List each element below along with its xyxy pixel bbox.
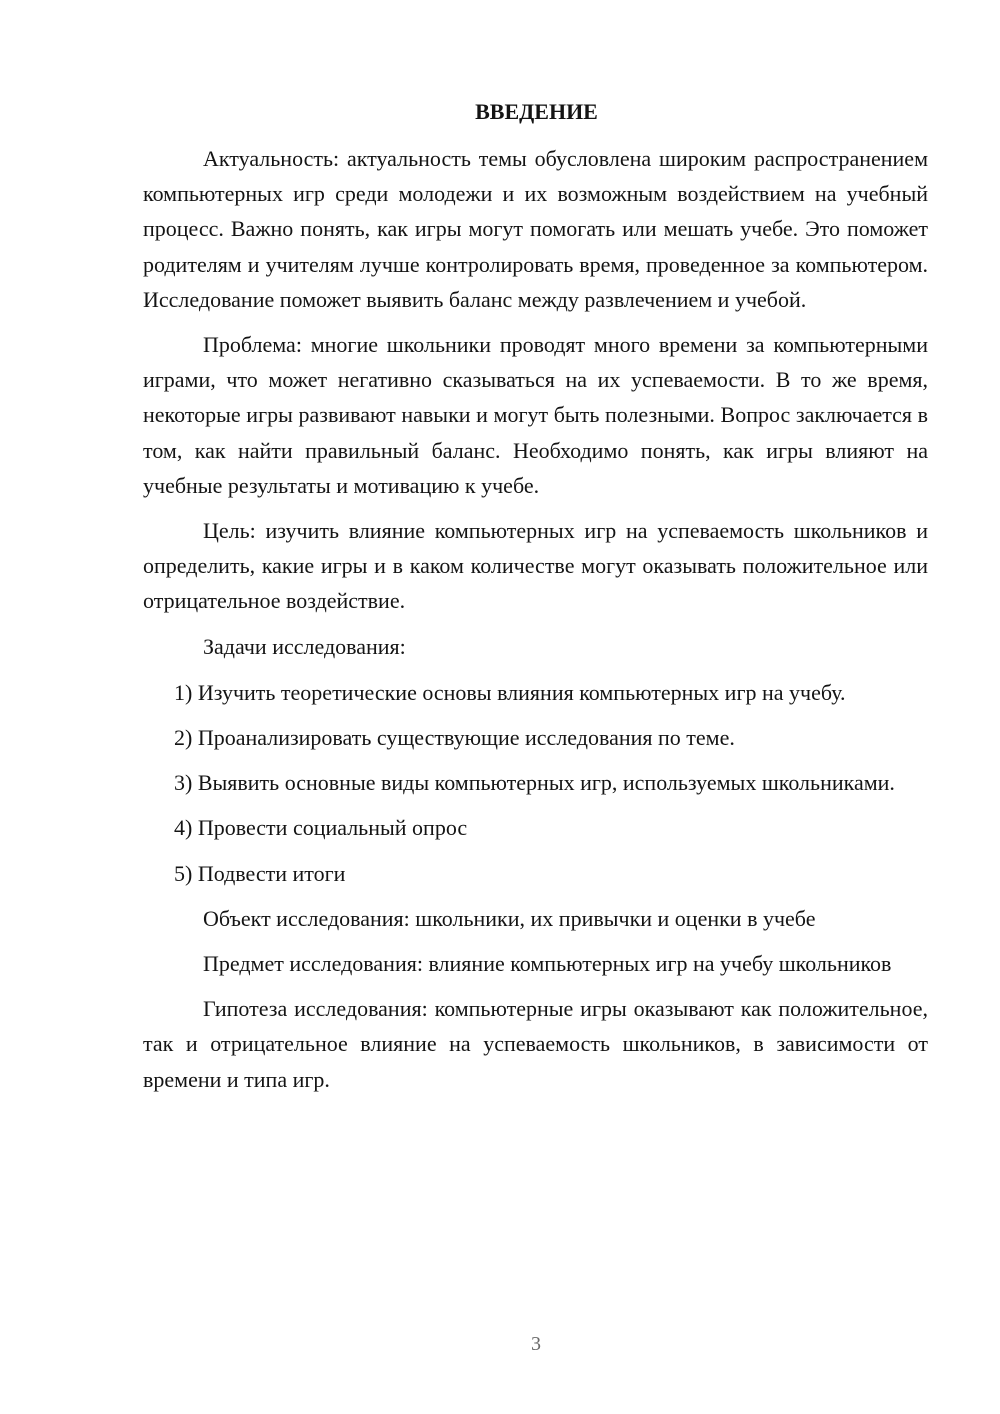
tasks-heading: Задачи исследования: — [203, 633, 406, 659]
task-item-5: 5) Подвести итоги — [174, 860, 346, 886]
task-item-2: 2) Проанализировать существующие исследования по теме. — [174, 725, 735, 751]
relevance-paragraph: Актуальность: актуальность темы обусловлена широким распространением компьютерных игр среди молодежи и их возможным воздействием на учебный процесс. Важно понять, как игры могут помогать или мешать учебе. Это поможет родителям и учителям лучше контролировать время, проведенное за компьютером. Исследование поможет выявить баланс между развлечением и учебой. — [143, 146, 928, 312]
research-subject: Предмет исследования: влияние компьютерных игр на учебу школьников — [203, 951, 892, 977]
research-hypothesis: Гипотеза исследования: компьютерные игры оказывают как положительное, так и отрицательное влияние на успеваемость школьников, в зависимости от времени и типа игр. — [143, 996, 928, 1092]
goal-paragraph: Цель: изучить влияние компьютерных игр на успеваемость школьников и определить, какие игры и в каком количестве могут оказывать положительное или отрицательное воздействие. — [143, 518, 928, 614]
task-item-3: 3) Выявить основные виды компьютерных игр, используемых школьниками. — [174, 770, 895, 796]
section-title: ВВЕДЕНИЕ — [475, 99, 598, 124]
page-number: 3 — [531, 1333, 541, 1355]
task-item-1: 1) Изучить теоретические основы влияния компьютерных игр на учебу. — [174, 679, 846, 705]
research-object: Объект исследования: школьники, их привычки и оценки в учебе — [203, 905, 816, 931]
task-item-4: 4) Провести социальный опрос — [174, 815, 468, 841]
document-page — [143, 94, 928, 1107]
problem-paragraph: Проблема: многие школьники проводят много времени за компьютерными играми, что может негативно сказываться на их успеваемости. В то же время, некоторые игры развивают навыки и могут быть полезными. Вопрос заключается в том, как найти правильный баланс. Необходимо понять, как игры влияют на учебные результаты и мотивацию к учебе. — [143, 332, 928, 498]
